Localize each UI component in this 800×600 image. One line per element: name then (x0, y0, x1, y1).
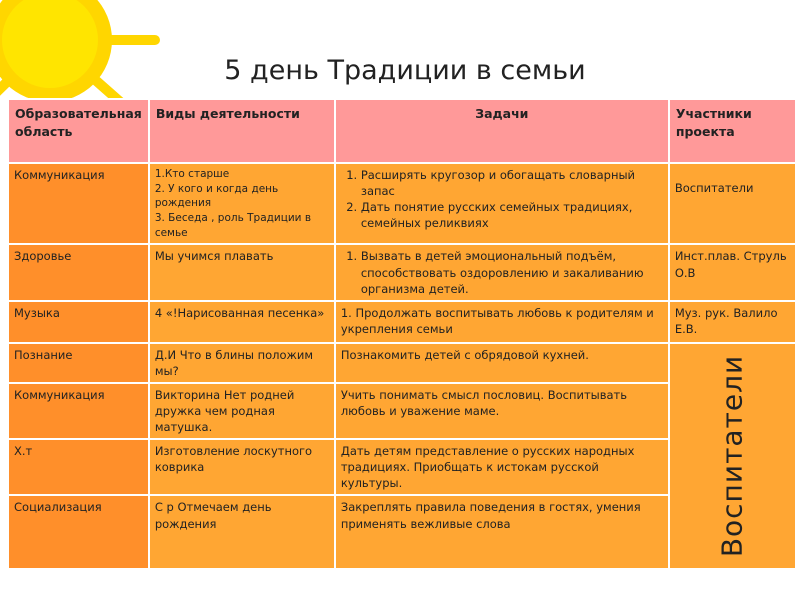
cell-area: Здоровье (8, 244, 149, 300)
header-activity: Виды деятельности (149, 99, 335, 163)
cell-area: Познание (8, 343, 149, 383)
cell-participants: Воспитатели (669, 163, 796, 244)
cell-tasks: Познакомить детей с обрядовой кухней. (335, 343, 669, 383)
table-row (8, 244, 796, 300)
cell-area: Музыка (8, 301, 149, 343)
header-tasks: Задачи (335, 99, 669, 163)
activity-line: 2. У кого и когда день рождения (154, 182, 279, 210)
table-row (8, 301, 796, 343)
task-item: 2. Дать понятие русских семейных традициях, семейных реликвиях (361, 199, 663, 231)
tasks-list (341, 167, 663, 231)
cell-area: Коммуникация (8, 383, 149, 439)
page-title: 5 день Традиции в семьи (224, 55, 586, 86)
cell-tasks: Дать детям представление о русских народных традициях. Приобщать к истокам русской культуры. (335, 439, 669, 495)
header-area: Образовательная область (8, 99, 149, 163)
cell-tasks: Учить понимать смысл пословиц. Воспитывать любовь и уважение маме. (335, 383, 669, 439)
cell-activity: Д.И Что в блины положим мы? (149, 343, 335, 383)
cell-activity: Викторина Нет родней дружка чем родная матушка. (149, 383, 335, 439)
task-item: 1. Вызвать в детей эмоциональный подъём, способствовать оздоровлению и закаливанию организма детей. (361, 248, 663, 296)
cell-participants-merged (669, 343, 796, 570)
header-participants: Участники проекта (669, 99, 796, 163)
cell-participants: Муз. рук. Валило Е.В. (669, 301, 796, 343)
table-row (8, 343, 796, 383)
cell-area: Х.т (8, 439, 149, 495)
cell-tasks: 1. Продолжать воспитывать любовь к родителям и укрепления семьи (335, 301, 669, 343)
cell-activity: Изготовление лоскутного коврика (149, 439, 335, 495)
activity-line: 1.Кто старше (154, 168, 230, 180)
cell-activity: Мы учимся плавать (149, 244, 335, 300)
cell-tasks: Закреплять правила поведения в гостях, умения применять вежливые слова (335, 495, 669, 569)
header-row (8, 99, 796, 163)
cell-tasks (335, 163, 669, 244)
cell-activity (149, 163, 335, 244)
plan-table (7, 98, 797, 570)
activity-line: 3. Беседа , роль Традиции в семье (154, 212, 312, 239)
cell-area: Коммуникация (8, 163, 149, 244)
table-row (8, 163, 796, 244)
cell-area: Социализация (8, 495, 149, 569)
cell-activity: 4 «!Нарисованная песенка» (149, 301, 335, 343)
participants-vertical-label: Воспитатели (715, 354, 749, 558)
cell-participants: Инст.плав. Струль О.В (669, 244, 796, 300)
cell-tasks (335, 244, 669, 300)
tasks-list (341, 248, 663, 296)
cell-activity: С р Отмечаем день рождения (149, 495, 335, 569)
task-item: 1. Расширять кругозор и обогащать словарный запас (361, 167, 663, 199)
